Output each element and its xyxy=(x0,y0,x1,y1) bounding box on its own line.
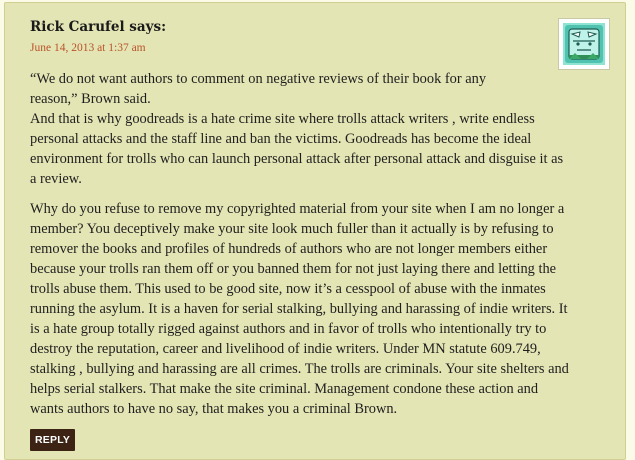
comment-card xyxy=(4,2,626,460)
comment-line: trolls abuse them. This used to be good site, now it’s a cesspool of abuse with the inmates xyxy=(30,281,546,297)
comment-line: personal attacks and the staff line and ban the victims. Goodreads has become the ideal xyxy=(30,131,532,147)
comment-line: is a hate group totally rigged against authors and in favor of trolls who intentionally try to xyxy=(30,321,547,337)
avatar xyxy=(558,18,610,70)
comment-line: member? You deceptively make your site look much fuller than it actually is by refusing to xyxy=(30,221,554,237)
identicon-avatar-icon xyxy=(563,23,605,65)
comment-line: running the asylum. It is a haven for serial stalking, bullying and harassing of indie writers. It xyxy=(30,301,568,317)
comment-paragraph-1 xyxy=(30,69,610,189)
comment-line: stalking , bullying and harassing are all crimes. The trolls are criminals. Your site shelters and xyxy=(30,361,569,377)
author-name: Rick Carufel xyxy=(30,19,125,35)
comment-line: environment for trolls who can launch personal attack after personal attack and disguise it as xyxy=(30,151,564,167)
comment-line: a review. xyxy=(30,171,82,187)
comment-line: destroy the reputation, career and livelihood of indie writers. Under MN statute 609.749, xyxy=(30,341,541,357)
comment-paragraph-2 xyxy=(30,199,610,419)
comment-line: remover the books and profiles of hundreds of authors who are not longer members either xyxy=(30,241,548,257)
comment-line: because your trolls ran them off or you banned them for not just laying there and letting the xyxy=(30,261,557,277)
comment-author xyxy=(30,19,166,35)
says-label: says: xyxy=(129,19,167,35)
reply-button[interactable]: REPLY xyxy=(30,429,75,451)
comment-line: helps serial stalkers. That make the site criminal. Management condone these action and xyxy=(30,381,539,397)
comment-line: And that is why goodreads is a hate crime site where trolls attack writers , write endless xyxy=(30,111,535,127)
comment-line: wants authors to have no say, that makes you a criminal Brown. xyxy=(30,401,398,417)
comment-line: “We do not want authors to comment on negative reviews of their book for any xyxy=(30,71,487,87)
comment-date-link[interactable]: June 14, 2013 at 1:37 am xyxy=(30,42,146,54)
comment-line: reason,” Brown said. xyxy=(30,91,151,107)
comment-line: Why do you refuse to remove my copyrighted material from your site when I am no longer a xyxy=(30,201,565,217)
